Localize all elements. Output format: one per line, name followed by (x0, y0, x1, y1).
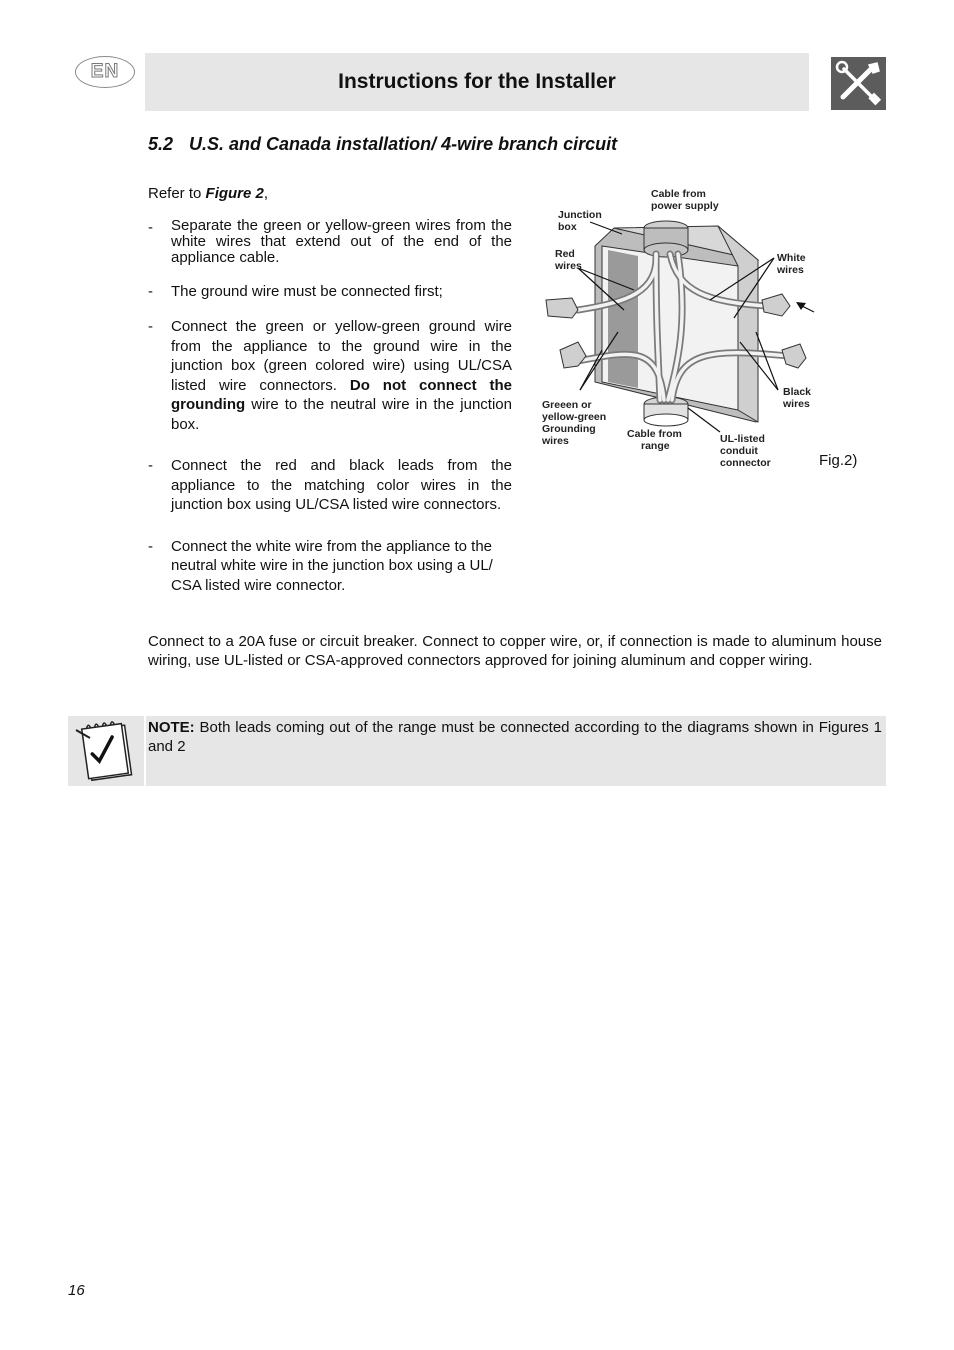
label-red-wires: Red (555, 248, 575, 260)
figure-reference: Figure 2 (205, 185, 264, 202)
label-cable-range: Cable from (627, 428, 682, 440)
warning-bold-text: Do not connect the grounding (171, 376, 512, 413)
label-white-wires: White (777, 252, 806, 264)
label-ground-wires: Greeen or (542, 399, 592, 411)
junction-box-diagram (538, 182, 834, 472)
page-number: 16 (68, 1282, 85, 1299)
label-black-wires: wires (783, 398, 810, 410)
instructions-column (148, 184, 512, 611)
label-red-wires: wires (555, 260, 582, 272)
arrow-head-icon (796, 302, 806, 310)
note-checklist-icon (68, 716, 146, 786)
note-label: NOTE: (148, 719, 195, 736)
section-heading (148, 134, 617, 155)
section-title: U.S. and Canada installation/ 4-wire branch circuit (189, 134, 618, 154)
list-dash: - (148, 537, 153, 555)
language-badge: EN (75, 56, 135, 88)
label-ground-wires: yellow-green (542, 411, 607, 423)
label-cable-range: range (641, 440, 670, 452)
label-conduit-connector: connector (720, 457, 771, 469)
label-junction-box: box (558, 221, 577, 233)
label-ground-wires: Grounding (542, 423, 596, 435)
list-item (148, 317, 512, 434)
figure-caption: Fig.2) (819, 452, 858, 469)
list-dash: - (148, 318, 153, 335)
label-ground-wires: wires (542, 435, 569, 447)
list-item-text: Connect the red and black leads from the appliance to the matching color wires in the junction box using UL/CSA listed wire connectors. (171, 457, 512, 513)
refer-line (148, 184, 512, 204)
list-dash: - (148, 282, 153, 300)
list-item-text (171, 317, 512, 434)
list-item (148, 537, 512, 596)
refer-suffix: , (263, 185, 269, 202)
list-item-text-part: Connect the green or yellow-green ground wire from the appliance to the ground wire in the junction box (green colored wire) using UL/CSA listed wire connectors. (171, 318, 512, 394)
label-cable-power: Cable from (651, 188, 706, 200)
body-paragraph: Connect to a 20A fuse or circuit breaker. Connect to copper wire, or, if connection is made to aluminum house wiring, use UL-listed or CSA-approved connectors approved for joining aluminum and copper wiring. (148, 633, 882, 669)
note-box (68, 716, 886, 786)
list-item-text: Separate the green or yellow-green wires from the white wires that extend out of the end of the appliance cable. (171, 216, 512, 266)
page-title: Instructions for the Installer (338, 70, 616, 93)
list-item (148, 282, 512, 302)
list-item-text: The ground wire must be connected first; (171, 282, 443, 300)
tools-icon (831, 57, 886, 110)
label-white-wires: wires (777, 264, 804, 276)
label-black-wires: Black (783, 386, 812, 398)
header-bar (145, 53, 809, 111)
label-cable-power: power supply (651, 200, 719, 212)
section-number: 5.2 (148, 134, 174, 154)
list-item (148, 218, 512, 266)
list-item-text-part: wire to the neutral wire in the junction box. (171, 396, 512, 433)
list-item-text: Connect the white wire from the appliance to the neutral white wire in the junction box using a UL/ CSA listed wire connector. (171, 537, 493, 594)
list-dash: - (148, 218, 153, 236)
note-body: Both leads coming out of the range must be connected according to the diagrams shown in Figures 1 and 2 (148, 719, 882, 755)
note-text (148, 718, 882, 756)
refer-prefix: Refer to (148, 185, 206, 202)
list-item (148, 456, 512, 515)
label-conduit-connector: conduit (720, 445, 758, 457)
label-junction-box: Junction (558, 209, 602, 221)
list-dash: - (148, 457, 153, 474)
label-conduit-connector: UL-listed (720, 433, 765, 445)
